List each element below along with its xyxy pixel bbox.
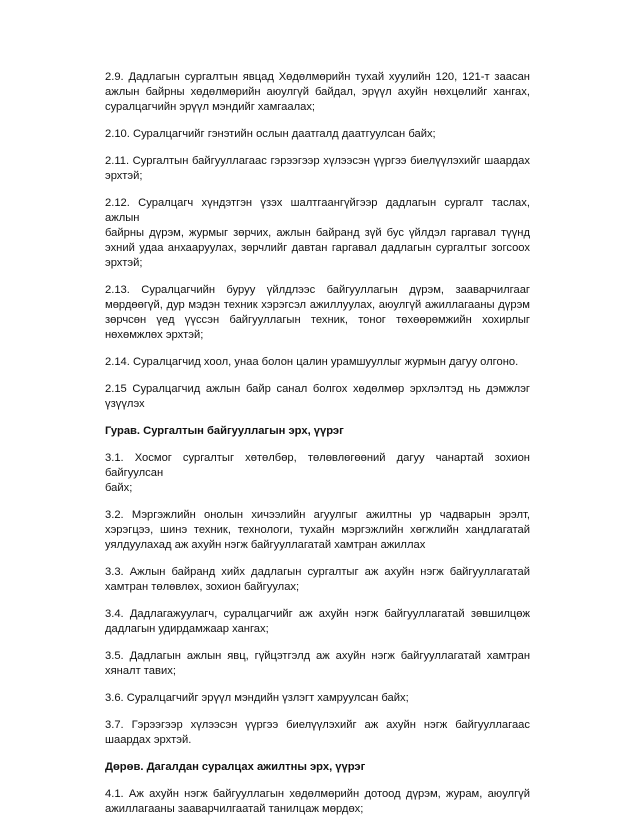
clause-paragraph [105,283,530,343]
paragraph-line: хамтран төлөвлөх, зохион байгуулах; [105,581,300,593]
clause-paragraph [105,127,530,142]
paragraph-line: байх; [105,482,133,494]
section-heading: Дөрөв. Дагалдан суралцах ажилтны эрх, үүрэг [105,761,366,773]
paragraph-line: үзүүлэх [105,398,145,410]
clause-paragraph [105,508,530,553]
document-body [105,70,530,817]
paragraph-line: 3.3. Ажлын байранд хийх дадлагын сургалтыг аж ахуйн нэгж байгууллагатай [105,566,530,578]
clause-paragraph [105,382,530,412]
paragraph-line: шаардах эрхтэй. [105,734,192,746]
clause-paragraph [105,451,530,496]
paragraph-line: 3.1. Хосмог сургалтыг хөтөлбөр, төлөвлөгөөний дагуу чанартай зохион байгуулсан [105,452,530,479]
paragraph-line: мөрдөөгүй, дур мэдэн техник хэрэгсэл ажиллуулах, аюулгүй ажиллагааны дүрэм [105,299,530,311]
paragraph-line: эрхтэй; [105,257,143,269]
clause-paragraph [105,565,530,595]
paragraph-line: 2.13. Суралцагчийн буруу үйлдлээс байгууллагын дүрэм, зааварчилгааг [105,284,530,296]
clause-paragraph [105,691,530,706]
paragraph-line: хяналт тавих; [105,665,176,677]
paragraph-line: дадлагын удирдамжаар хангах; [105,623,269,635]
section-heading: Гурав. Сургалтын байгууллагын эрх, үүрэг [105,425,344,437]
clause-paragraph [105,196,530,271]
paragraph-line: уялдуулахад аж ахуйн нэгж байгууллагатай хамтран ажиллах [105,539,426,551]
paragraph-line: 2.15 Суралцагчид ажлын байр санал болгох хөдөлмөр эрхлэлтэд нь дэмжлэг [105,383,530,395]
paragraph-line: 2.10. Суралцагчийг гэнэтийн ослын даатгалд даатгуулсан байх; [105,128,436,140]
paragraph-line: зөрчсөн үед үүссэн байгууллагын техник, тоног төхөөрөмжийн хохирлыг [105,314,530,326]
paragraph-line: хэрэгцээ, шинэ техник, технологи, тухайн мэргэжлийн хөгжлийн хандлагатай [105,524,530,536]
paragraph-line: ажлын байрны хөдөлмөрийн аюулгүй байдал, эрүүл ахуйн нөхцөлийг хангах, [105,86,530,98]
clause-paragraph [105,787,530,817]
paragraph-line: 2.14. Суралцагчид хоол, унаа болон цалин урамшууллыг журмын дагуу олгоно. [105,356,519,368]
paragraph-line: 3.7. Гэрээгээр хүлээсэн үүргээ биелүүлэхийг аж ахуйн нэгж байгууллагаас [105,719,530,731]
paragraph-line: 4.1. Аж ахуйн нэгж байгууллагын хөдөлмөрийн дотоод дүрэм, журам, аюулгүй [105,788,530,800]
paragraph-line: байрны дүрэм, журмыг зөрчих, ажлын байранд зүй бус үйлдэл гаргавал түүнд [105,227,530,239]
clause-paragraph [105,154,530,184]
paragraph-line: суралцагчийн эрүүл мэндийг хамгаалах; [105,101,316,113]
paragraph-line: эрхтэй; [105,170,143,182]
paragraph-line: 3.4. Дадлагажуулагч, суралцагчийг аж ахуйн нэгж байгууллагатай зөвшилцөж [105,608,530,620]
paragraph-line: 3.5. Дадлагын ажлын явц, гүйцэтгэлд аж ахуйн нэгж байгууллагатай хамтран [105,650,530,662]
clause-paragraph [105,355,530,370]
paragraph-line: 2.9. Дадлагын сургалтын явцад Хөдөлмөрийн тухай хуулийн 120, 121-т заасан [105,71,530,83]
paragraph-line: ажиллагааны зааварчилгаатай танилцаж мөрдөх; [105,803,364,815]
clause-paragraph [105,718,530,748]
clause-paragraph [105,607,530,637]
paragraph-line: эхний удаа анхааруулах, зөрчлийг давтан гаргавал дадлагын сургалтыг зогсоох [105,242,530,254]
paragraph-line: нөхөмжлөх эрхтэй; [105,329,204,341]
paragraph-line: 3.2. Мэргэжлийн онолын хичээлийн агуулгыг ажилтны ур чадварын эрэлт, [105,509,530,521]
clause-paragraph [105,649,530,679]
paragraph-line: 2.11. Сургалтын байгууллагаас гэрээгээр хүлээсэн үүргээ биелүүлэхийг шаардах [105,155,530,167]
paragraph-line: 3.6. Суралцагчийг эрүүл мэндийн үзлэгт хамруулсан байх; [105,692,409,704]
clause-paragraph [105,70,530,115]
paragraph-line: 2.12. Суралцагч хүндэтгэн үзэх шалтгаангүйгээр дадлагын сургалт таслах, ажлын [105,197,530,224]
